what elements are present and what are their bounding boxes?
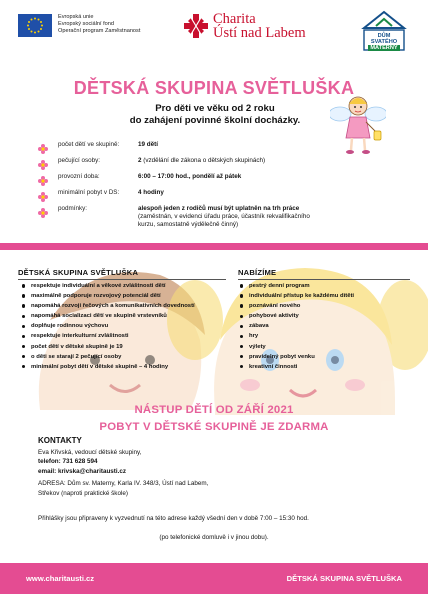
announcement-line-2: POBYT V DĚTSKÉ SKUPINĚ JE ZDARMA: [99, 421, 329, 433]
list-item: maximálně podporuje rozvojový potenciál dětí: [22, 291, 195, 301]
list-item: minimální pobyt dětí v dětské skupině – 4 hodiny: [22, 362, 195, 372]
right-column-heading: NABÍZÍME: [238, 268, 277, 277]
footer-website-link[interactable]: www.charitausti.cz: [26, 574, 95, 583]
firefly-fairy-illustration: [330, 92, 386, 158]
enrollment-announcement: [0, 402, 428, 436]
eu-flag-icon: [18, 14, 52, 37]
info-value: [138, 173, 338, 181]
dsm-line-3: MATERNY: [370, 45, 398, 51]
info-row-caregivers: [38, 157, 338, 167]
info-label: počet dětí ve skupině:: [58, 141, 120, 148]
info-value: [138, 141, 338, 149]
charita-line-2: Ústí nad Labem: [213, 25, 306, 41]
left-column-rule: [18, 279, 226, 280]
contact-phone[interactable]: telefon: 731 628 594: [38, 458, 98, 466]
list-item: napomáhá rozvoji řečových a komunikativních dovedností: [22, 301, 195, 311]
eu-logo: [18, 14, 168, 37]
list-item: zábava: [240, 321, 354, 331]
list-item: napomáhá socializaci dětí ve skupině vrstevníků: [22, 311, 195, 321]
subtitle: [110, 103, 320, 126]
right-column-rule: [238, 279, 410, 280]
contacts-details: [38, 448, 141, 476]
charita-name: [213, 12, 306, 40]
list-item: pravidelný pobyt venku: [240, 352, 354, 362]
list-item: doplňuje rodinnou výchovu: [22, 321, 195, 331]
footer-group-name: DĚTSKÁ SKUPINA SVĚTLUŠKA: [286, 574, 402, 583]
info-row-opening-hours: [38, 173, 338, 183]
list-item: pohybové aktivity: [240, 311, 354, 321]
subtitle-line-1: Pro děti ve věku od 2 roku: [155, 103, 275, 114]
list-item: pestrý denní program: [240, 281, 354, 291]
address-block: [38, 479, 208, 498]
flower-icon: [38, 189, 48, 199]
contact-email-link[interactable]: email: krivska@charitausti.cz: [38, 467, 127, 475]
list-item: hry: [240, 331, 354, 341]
info-value-bold: 2: [138, 157, 142, 164]
info-value-bold: 6:00 – 17:00 hod., pondělí až pátek: [138, 173, 242, 180]
list-item: počet dětí v dětské skupině je 19: [22, 342, 195, 352]
info-value: [138, 189, 338, 197]
left-column-list: [22, 281, 195, 372]
list-item: kreativní činnosti: [240, 362, 354, 372]
charita-cross-icon: [183, 13, 209, 39]
list-item: poznávání nového: [240, 301, 354, 311]
info-row-children-count: [38, 141, 338, 151]
flower-icon: [38, 173, 48, 183]
eu-text: [58, 14, 168, 35]
address-line-1: ADRESA: Dům sv. Materny, Karla IV. 348/3, Ústí nad Labem,: [38, 480, 209, 487]
flower-icon: [38, 157, 48, 167]
info-value: [138, 157, 338, 165]
info-value-bold: 19 dětí: [138, 141, 158, 148]
page-title: DĚTSKÁ SKUPINA SVĚTLUŠKA: [73, 78, 355, 98]
pink-divider-band: [0, 243, 428, 250]
footer-band: [0, 563, 428, 594]
list-item: výlety: [240, 342, 354, 352]
list-item: respektuje interkulturní zvláštnosti: [22, 331, 195, 341]
list-item: respektuje individuální a věkové zvláštnosti dětí: [22, 281, 195, 291]
info-value-bold: alespoň jeden z rodičů musí být uplatněn na trh práce: [138, 205, 300, 212]
info-row-minimum-stay: [38, 189, 338, 199]
info-label: provozní doba:: [58, 173, 100, 180]
charita-line-1: Charita: [213, 11, 256, 27]
dsm-line-1: DŮM: [377, 33, 391, 39]
left-column-heading: DĚTSKÁ SKUPINA SVĚTLUŠKA: [18, 268, 139, 277]
info-value: [138, 205, 328, 229]
eu-line-2: Evropský sociální fond: [58, 21, 114, 27]
dsm-line-2: SVATÉHO: [370, 39, 398, 45]
info-label: minimální pobyt v DS:: [58, 189, 120, 196]
info-value-text: (zaměstnán, v evidenci úřadu práce, účastník rekvalifikačního kurzu, samostatně výdělečně činný): [138, 213, 310, 228]
address-line-2: Střekov (naproti praktické škole): [38, 489, 128, 497]
info-value-bold: 4 hodiny: [138, 189, 164, 196]
list-item: individuální přístup ke každému dítěti: [240, 291, 354, 301]
info-label: podmínky:: [58, 205, 88, 212]
subtitle-line-2: do zahájení povinné školní docházky.: [129, 114, 301, 126]
info-value-text: (vzdělání dle zákona o dětských skupinách): [141, 157, 266, 164]
flower-icon: [38, 141, 48, 151]
application-note: Přihlášky jsou připraveny k vyzvednutí na této adrese každý všední den v době 7:00 – 15:30 hod.: [38, 515, 309, 522]
contact-name: Eva Křivská, vedoucí dětské skupiny,: [38, 449, 142, 456]
eu-line-3: Operační program Zaměstnanost: [58, 28, 141, 34]
flower-icon: [38, 205, 48, 215]
right-column-list: [240, 281, 354, 372]
dum-materny-text: [358, 33, 410, 51]
application-note-phone: (po telefonické domluvě i v jinou dobu).: [159, 534, 269, 541]
info-label: pečující osoby:: [58, 157, 101, 164]
charita-logo: [183, 12, 306, 40]
eu-line-1: Evropská unie: [58, 14, 94, 20]
announcement-line-1: NÁSTUP DĚTÍ OD ZÁŘÍ 2021: [134, 404, 294, 416]
list-item: o děti se starají 2 pečující osoby: [22, 352, 195, 362]
info-row-conditions: [38, 205, 328, 229]
dum-materny-logo: [358, 10, 410, 52]
contacts-heading: KONTAKTY: [38, 436, 82, 445]
